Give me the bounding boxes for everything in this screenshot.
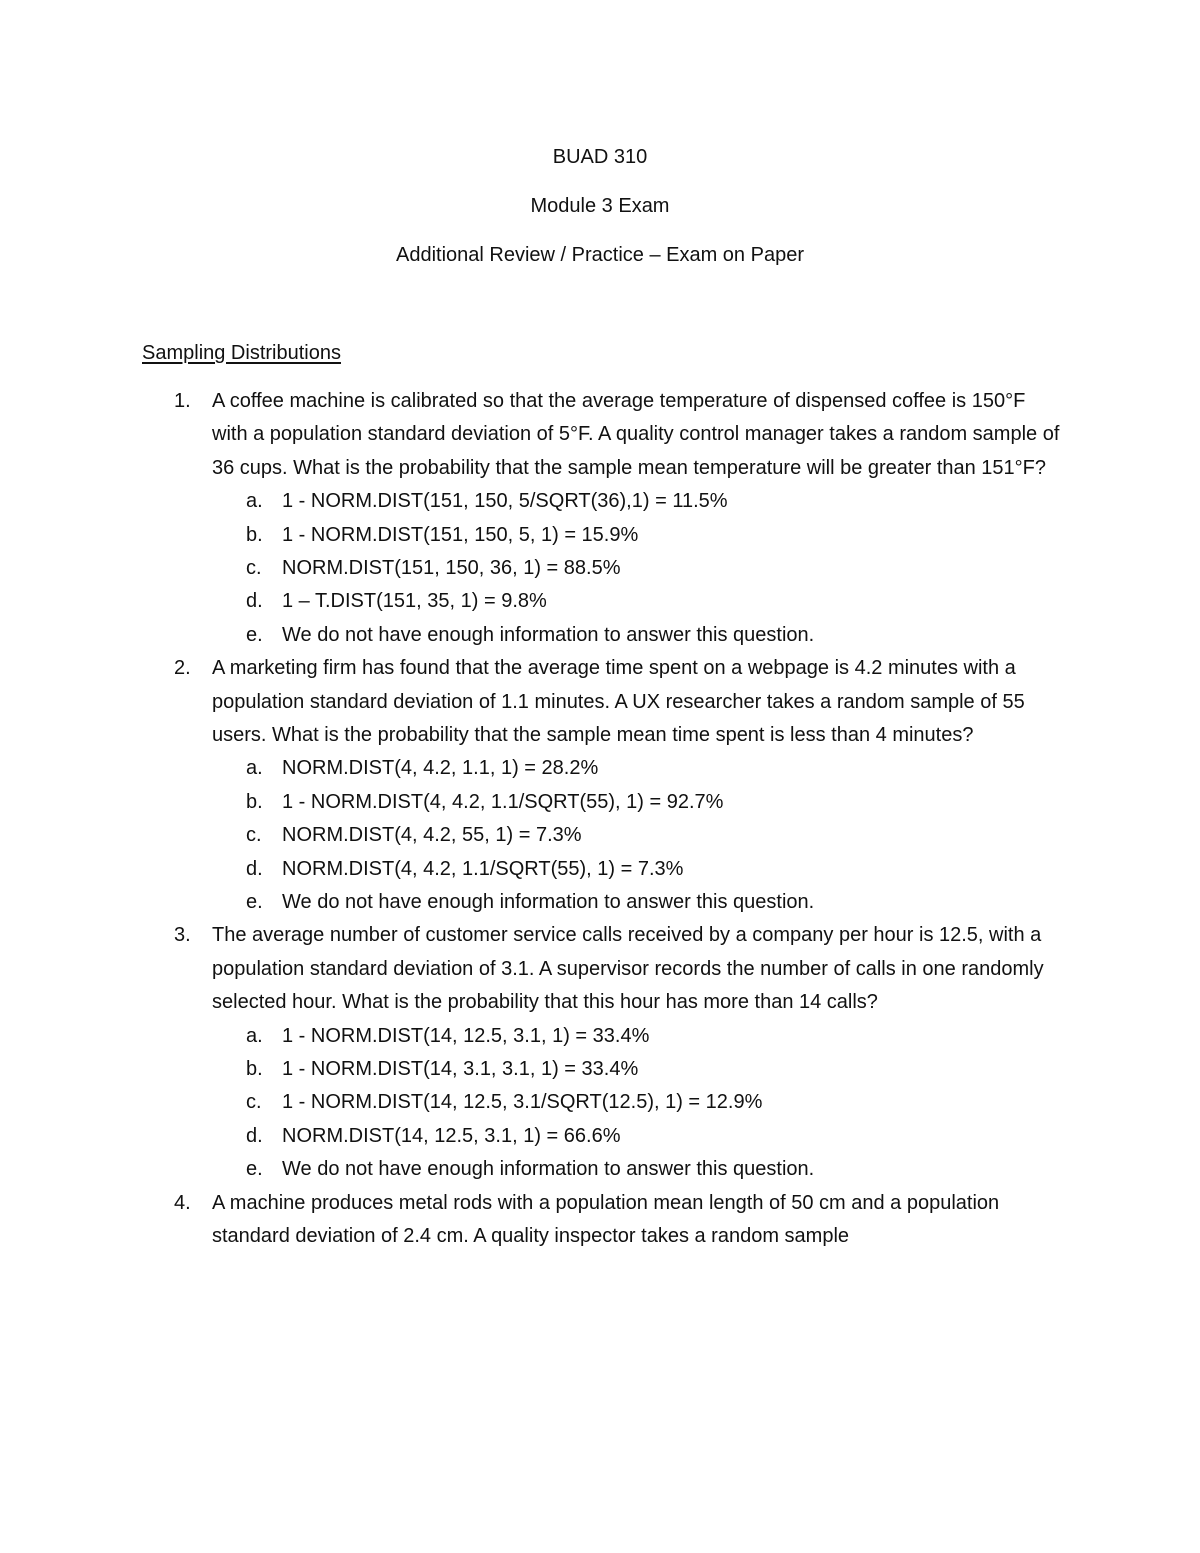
answer-option — [0, 886, 1200, 919]
option-letter: c. — [246, 1091, 262, 1114]
option-letter: e. — [246, 623, 263, 646]
answer-option — [0, 786, 1200, 819]
option-text: We do not have enough information to answer this question. — [282, 623, 815, 646]
option-letter: b. — [246, 1057, 263, 1080]
answer-option — [0, 585, 1200, 618]
question-list — [0, 385, 1200, 1253]
question-number: 3. — [174, 924, 191, 947]
option-letter: d. — [246, 857, 263, 880]
option-text: 1 - NORM.DIST(151, 150, 5/SQRT(36),1) = 11.5% — [282, 490, 728, 513]
question-text: A coffee machine is calibrated so that the average temperature of dispensed coffee is 150°F with a population standard deviation of 5°F. A quality control manager takes a random sample of 36 cups. What is the probability that the sample mean temperature will be greater than 151°F? — [212, 390, 1060, 479]
option-text: We do not have enough information to answer this question. — [282, 1158, 815, 1181]
option-letter: c. — [246, 557, 262, 579]
answer-option — [0, 519, 1200, 552]
section-heading: Sampling Distributions — [142, 342, 341, 364]
option-text: NORM.DIST(4, 4.2, 55, 1) = 7.3% — [282, 824, 582, 847]
option-text: 1 - NORM.DIST(151, 150, 5, 1) = 15.9% — [282, 523, 639, 546]
question-number: 2. — [174, 657, 191, 680]
option-letter: b. — [246, 790, 263, 813]
option-text: 1 - NORM.DIST(14, 12.5, 3.1, 1) = 33.4% — [282, 1024, 650, 1047]
option-text: NORM.DIST(4, 4.2, 1.1/SQRT(55), 1) = 7.3% — [282, 857, 684, 880]
option-text: 1 - NORM.DIST(14, 3.1, 3.1, 1) = 33.4% — [282, 1057, 639, 1080]
option-letter: e. — [246, 1158, 263, 1181]
answer-option — [0, 1120, 1200, 1153]
option-letter: c. — [246, 824, 262, 847]
answer-options — [0, 752, 1200, 919]
option-letter: a. — [246, 490, 263, 513]
question-2 — [0, 652, 1200, 919]
option-letter: d. — [246, 1124, 263, 1147]
answer-option — [0, 619, 1200, 652]
question-number: 1. — [174, 390, 191, 412]
option-letter: a. — [246, 1024, 263, 1047]
answer-option — [0, 485, 1200, 518]
answer-options — [0, 485, 1200, 652]
question-number: 4. — [174, 1191, 191, 1214]
option-text: NORM.DIST(4, 4.2, 1.1, 1) = 28.2% — [282, 757, 599, 780]
answer-option — [0, 1153, 1200, 1186]
option-letter: b. — [246, 523, 263, 546]
exam-description: Additional Review / Practice – Exam on Paper — [396, 244, 804, 266]
answer-option — [0, 552, 1200, 585]
answer-option — [0, 1020, 1200, 1053]
option-text: NORM.DIST(14, 12.5, 3.1, 1) = 66.6% — [282, 1124, 621, 1147]
option-text: We do not have enough information to answer this question. — [282, 890, 815, 913]
question-text: The average number of customer service calls received by a company per hour is 12.5, with a population standard deviation of 3.1. A supervisor records the number of calls in one randomly selected hour. What is the probability that this hour has more than 14 calls? — [212, 924, 1044, 1014]
answer-option — [0, 853, 1200, 886]
option-text: 1 – T.DIST(151, 35, 1) = 9.8% — [282, 590, 547, 613]
question-text: A marketing firm has found that the average time spent on a webpage is 4.2 minutes with a population standard deviation of 1.1 minutes. A UX researcher takes a random sample of 55 users. What is the probability that the sample mean time spent is less than 4 minutes? — [212, 657, 1025, 746]
option-text: 1 - NORM.DIST(4, 4.2, 1.1/SQRT(55), 1) = 92.7% — [282, 790, 724, 813]
exam-title: Module 3 Exam — [530, 195, 670, 217]
option-text: 1 - NORM.DIST(14, 12.5, 3.1/SQRT(12.5), 1) = 12.9% — [282, 1091, 763, 1114]
option-letter: d. — [246, 590, 263, 613]
answer-option — [0, 819, 1200, 852]
question-4 — [0, 1187, 1200, 1254]
course-title: BUAD 310 — [552, 146, 648, 168]
answer-option — [0, 752, 1200, 785]
option-text: NORM.DIST(151, 150, 36, 1) = 88.5% — [282, 557, 621, 579]
option-letter: a. — [246, 757, 263, 780]
answer-option — [0, 1086, 1200, 1119]
option-letter: e. — [246, 890, 263, 913]
question-1 — [0, 385, 1200, 652]
question-3 — [0, 919, 1200, 1186]
answer-options — [0, 1020, 1200, 1187]
question-text: A machine produces metal rods with a population mean length of 50 cm and a population standard deviation of 2.4 cm. A quality inspector takes a random sample — [212, 1191, 1000, 1247]
answer-option — [0, 1053, 1200, 1086]
